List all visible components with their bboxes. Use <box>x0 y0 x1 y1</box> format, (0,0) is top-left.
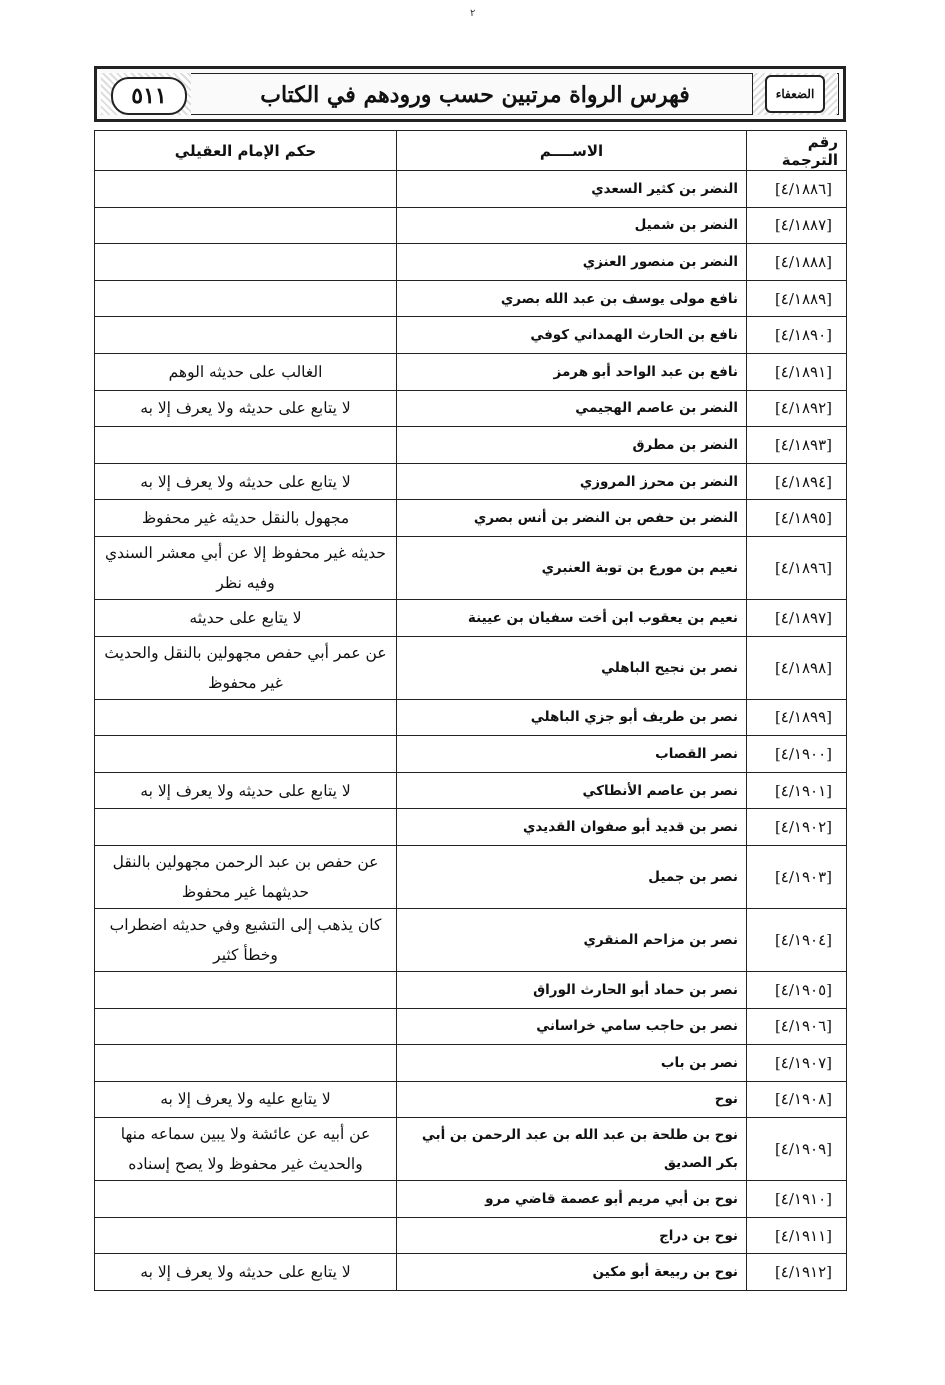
ruling-text: الغالب على حديثه الوهم <box>95 353 397 390</box>
narrator-name: نصر بن عاصم الأنطاكي <box>397 772 747 809</box>
narrator-name: نصر بن مزاحم المنقري <box>397 908 747 971</box>
column-header-name: الاســــم <box>397 131 747 171</box>
table-row <box>95 317 847 354</box>
entry-number: [٤/١٩٠٤] <box>747 908 847 971</box>
table-row <box>95 390 847 427</box>
page-number: ٥١١ <box>111 77 187 115</box>
narrator-name: النضر بن منصور العنزي <box>397 244 747 281</box>
entry-number: [٤/١٨٩٣] <box>747 427 847 464</box>
entry-number: [٤/١٩٠٥] <box>747 971 847 1008</box>
ruling-text: لا يتابع على حديثه ولا يعرف إلا به <box>95 390 397 427</box>
entry-number: [٤/١٩١٠] <box>747 1181 847 1218</box>
entry-number: [٤/١٩٠٧] <box>747 1045 847 1082</box>
narrator-name: النضر بن عاصم الهجيمي <box>397 390 747 427</box>
table-row <box>95 1118 847 1181</box>
entry-number: [٤/١٨٩٧] <box>747 599 847 636</box>
table-row <box>95 772 847 809</box>
table-row <box>95 171 847 208</box>
ruling-text: حديثه غير محفوظ إلا عن أبي معشر السندي وفيه نظر <box>95 536 397 599</box>
table-row <box>95 207 847 244</box>
entry-number: [٤/١٨٨٦] <box>747 171 847 208</box>
narrators-table <box>94 130 847 1291</box>
ruling-text: لا يتابع على حديثه <box>95 599 397 636</box>
ruling-text <box>95 1181 397 1218</box>
narrator-name: نعيم بن يعقوب ابن أخت سفيان بن عيينة <box>397 599 747 636</box>
entry-number: [٤/١٩٠١] <box>747 772 847 809</box>
top-mark: ٢ <box>470 8 476 19</box>
entry-number: [٤/١٨٩٤] <box>747 463 847 500</box>
table-row <box>95 908 847 971</box>
ruling-text <box>95 1008 397 1045</box>
entry-number: [٤/١٩٠٨] <box>747 1081 847 1118</box>
table-row <box>95 353 847 390</box>
table-row <box>95 636 847 699</box>
entry-number: [٤/١٨٩٠] <box>747 317 847 354</box>
entry-number: [٤/١٨٩٥] <box>747 500 847 537</box>
narrator-name: نوح بن ربيعة أبو مكين <box>397 1254 747 1291</box>
entry-number: [٤/١٩١١] <box>747 1217 847 1254</box>
narrator-name: نافع مولى يوسف بن عبد الله بصري <box>397 280 747 317</box>
page-header <box>94 66 846 122</box>
entry-number: [٤/١٨٩٨] <box>747 636 847 699</box>
narrator-name: نصر بن جميل <box>397 845 747 908</box>
narrator-name: النضر بن حفص بن النضر بن أنس بصري <box>397 500 747 537</box>
entry-number: [٤/١٨٩٦] <box>747 536 847 599</box>
ruling-text <box>95 971 397 1008</box>
ruling-text: لا يتابع على حديثه ولا يعرف إلا به <box>95 1254 397 1291</box>
narrator-name: نافع بن الحارث الهمداني كوفي <box>397 317 747 354</box>
entry-number: [٤/١٨٩٢] <box>747 390 847 427</box>
table-row <box>95 280 847 317</box>
table-row <box>95 500 847 537</box>
ruling-text: عن أبيه عن عائشة ولا يبين سماعه منها والحديث غير محفوظ ولا يصح إسناده <box>95 1118 397 1181</box>
ruling-text: عن حفص بن عبد الرحمن مجهولين بالنقل حديثهما غير محفوظ <box>95 845 397 908</box>
table-row <box>95 1217 847 1254</box>
entry-number: [٤/١٨٩٩] <box>747 699 847 736</box>
ruling-text <box>95 699 397 736</box>
page-title: فهرس الرواة مرتبين حسب ورودهم في الكتاب <box>260 82 690 108</box>
narrator-name: النضر بن شميل <box>397 207 747 244</box>
ruling-text: لا يتابع عليه ولا يعرف إلا به <box>95 1081 397 1118</box>
narrator-name: نوح بن طلحة بن عبد الله بن عبد الرحمن بن أبي بكر الصديق <box>397 1118 747 1181</box>
table-row <box>95 699 847 736</box>
narrator-name: النضر بن محرز المروزي <box>397 463 747 500</box>
entry-number: [٤/١٨٨٧] <box>747 207 847 244</box>
ruling-text: عن عمر أبي حفص مجهولين بالنقل والحديث غير محفوظ <box>95 636 397 699</box>
ruling-text <box>95 171 397 208</box>
ruling-text <box>95 809 397 846</box>
ruling-text: لا يتابع على حديثه ولا يعرف إلا به <box>95 463 397 500</box>
table-header-row <box>95 131 847 171</box>
table-row <box>95 1081 847 1118</box>
book-logo: الضعفاء <box>765 75 825 113</box>
table-row <box>95 536 847 599</box>
entry-number: [٤/١٨٩١] <box>747 353 847 390</box>
entry-number: [٤/١٩٠٦] <box>747 1008 847 1045</box>
entry-number: [٤/١٩٠٠] <box>747 736 847 773</box>
ruling-text <box>95 207 397 244</box>
table-row <box>95 463 847 500</box>
column-header-ruling: حكم الإمام العقيلي <box>95 131 397 171</box>
ruling-text <box>95 1045 397 1082</box>
narrator-name: نصر بن طريف أبو جزي الباهلي <box>397 699 747 736</box>
table-row <box>95 971 847 1008</box>
table-row <box>95 1254 847 1291</box>
table-row <box>95 736 847 773</box>
ruling-text <box>95 1217 397 1254</box>
narrator-name: نعيم بن مورع بن توبة العنبري <box>397 536 747 599</box>
table-row <box>95 244 847 281</box>
narrator-name: نوح بن دراج <box>397 1217 747 1254</box>
entry-number: [٤/١٩٠٣] <box>747 845 847 908</box>
ruling-text: لا يتابع على حديثه ولا يعرف إلا به <box>95 772 397 809</box>
ruling-text: مجهول بالنقل حديثه غير محفوظ <box>95 500 397 537</box>
table-row <box>95 1181 847 1218</box>
ruling-text: كان يذهب إلى التشيع وفي حديثه اضطراب وخطأ كثير <box>95 908 397 971</box>
table-row <box>95 845 847 908</box>
table-row <box>95 599 847 636</box>
column-header-number: رقم الترجمة <box>747 131 847 171</box>
table-row <box>95 809 847 846</box>
table-row <box>95 1008 847 1045</box>
narrator-name: نصر بن باب <box>397 1045 747 1082</box>
narrator-name: نافع بن عبد الواحد أبو هرمز <box>397 353 747 390</box>
ruling-text <box>95 427 397 464</box>
ruling-text <box>95 317 397 354</box>
narrator-name: نصر بن قديد أبو صفوان القديدي <box>397 809 747 846</box>
table-row <box>95 1045 847 1082</box>
book-emblem <box>752 73 837 115</box>
narrator-name: نوح <box>397 1081 747 1118</box>
entry-number: [٤/١٩٠٩] <box>747 1118 847 1181</box>
table-row <box>95 427 847 464</box>
entry-number: [٤/١٩١٢] <box>747 1254 847 1291</box>
narrator-name: نوح بن أبي مريم أبو عصمة قاضي مرو <box>397 1181 747 1218</box>
narrator-name: النضر بن مطرق <box>397 427 747 464</box>
ruling-text <box>95 280 397 317</box>
narrator-name: نصر بن حاجب سامي خراساني <box>397 1008 747 1045</box>
entry-number: [٤/١٨٨٩] <box>747 280 847 317</box>
ruling-text <box>95 244 397 281</box>
narrator-name: نصر بن حماد أبو الحارث الوراق <box>397 971 747 1008</box>
entry-number: [٤/١٨٨٨] <box>747 244 847 281</box>
narrator-name: نصر القصاب <box>397 736 747 773</box>
table-body <box>95 171 847 1291</box>
narrator-name: نصر بن نجيح الباهلي <box>397 636 747 699</box>
ruling-text <box>95 736 397 773</box>
narrator-name: النضر بن كثير السعدي <box>397 171 747 208</box>
entry-number: [٤/١٩٠٢] <box>747 809 847 846</box>
